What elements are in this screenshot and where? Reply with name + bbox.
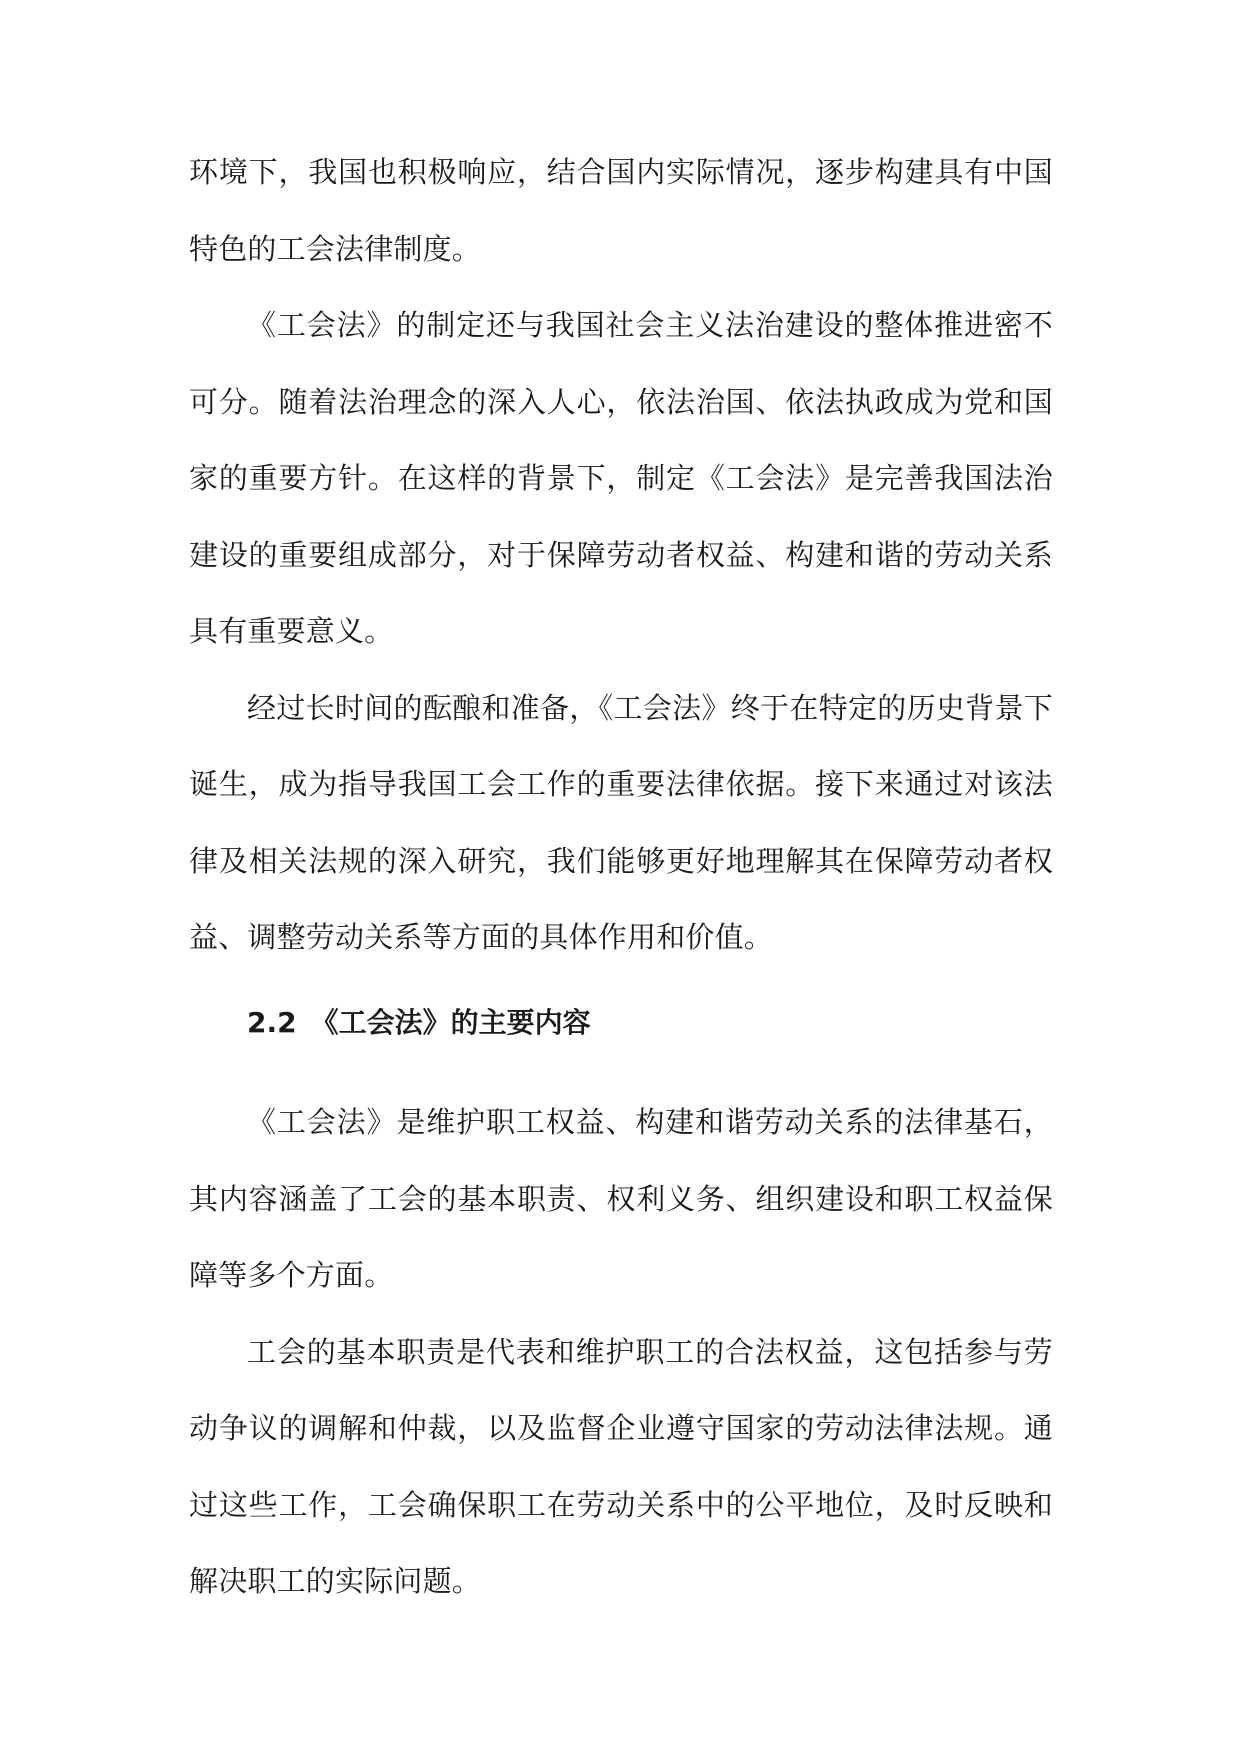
paragraph-continued: 环境下，我国也积极响应，结合国内实际情况，逐步构建具有中国特色的工会法律制度。: [189, 155, 1053, 266]
paragraph: 经过长时间的酝酿和准备，《工会法》终于在特定的历史背景下诞生，成为指导我国工会工作的重要法律依据。接下来通过对该法律及相关法规的深入研究，我们能够更好地理解其在保障劳动者权益、调整劳动关系等方面的具体作用和价值。: [189, 690, 1053, 954]
section-title: 《工会法》的主要内容: [310, 1006, 591, 1039]
section-2-body: [189, 1084, 1053, 1620]
section-number: 2.2: [247, 1006, 297, 1039]
paragraph: 《工会法》的制定还与我国社会主义法治建设的整体推进密不可分。随着法治理念的深入人心，依法治国、依法执政成为党和国家的重要方针。在这样的背景下，制定《工会法》是完善我国法治建设的重要组成部分，对于保障劳动者权益、构建和谐的劳动关系具有重要意义。: [189, 308, 1053, 648]
section-heading: [247, 1003, 591, 1043]
paragraph: 工会的基本职责是代表和维护职工的合法权益，这包括参与劳动争议的调解和仲裁，以及监督企业遵守国家的劳动法律法规。通过这些工作，工会确保职工在劳动关系中的公平地位，及时反映和解决职工的实际问题。: [189, 1334, 1053, 1598]
paragraph: 《工会法》是维护职工权益、构建和谐劳动关系的法律基石，其内容涵盖了工会的基本职责、权利义务、组织建设和职工权益保障等多个方面。: [189, 1105, 1053, 1292]
section-1-body: [189, 134, 1053, 976]
